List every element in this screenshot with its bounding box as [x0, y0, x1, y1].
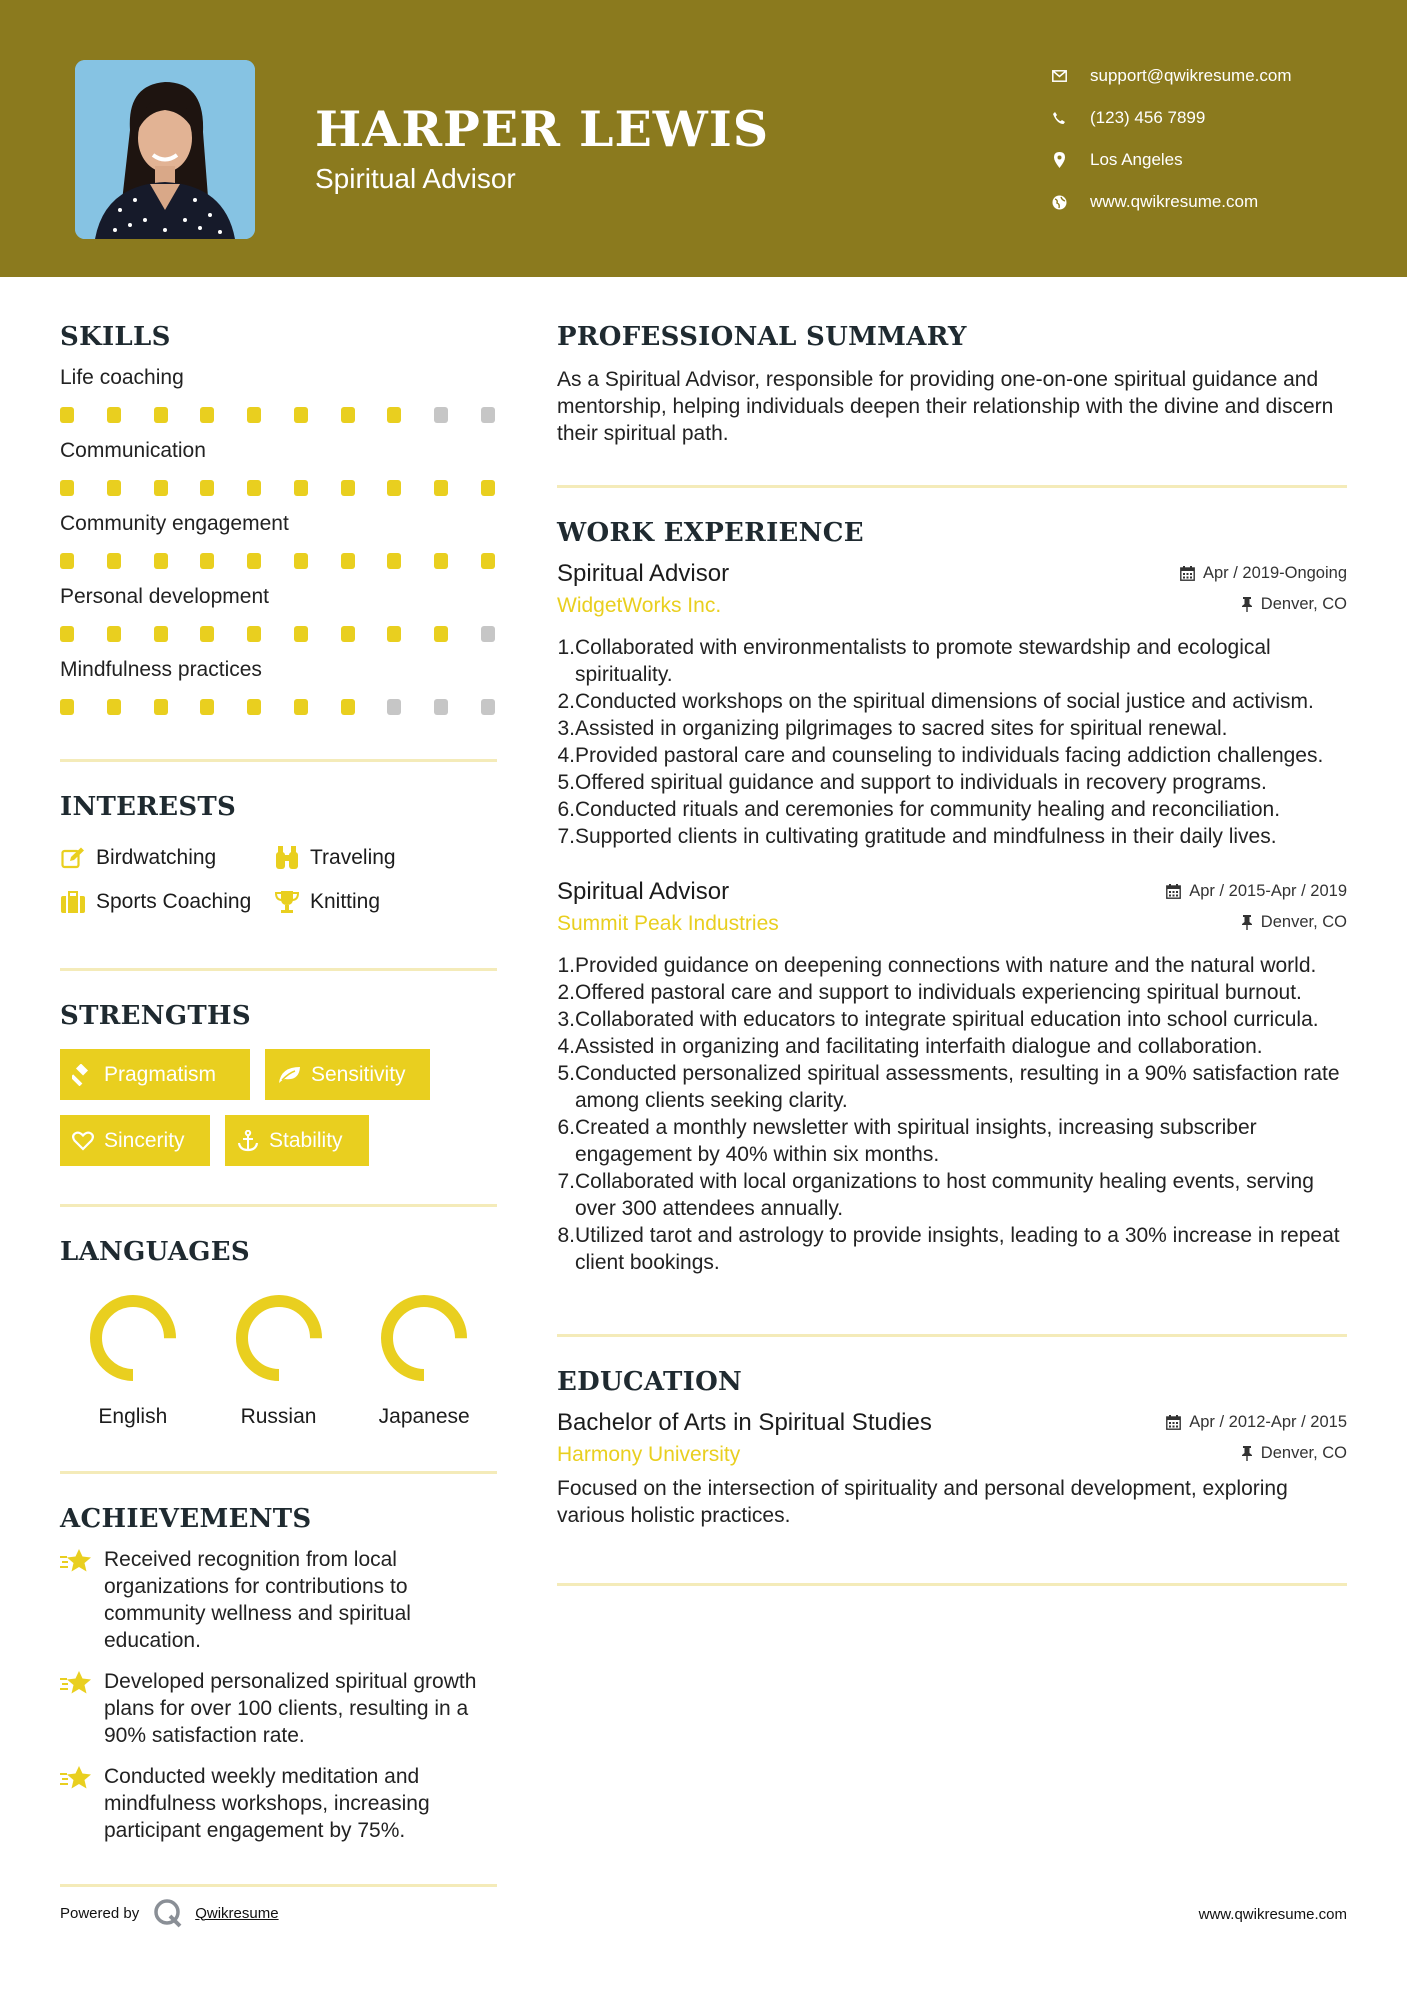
- skill-dot-empty: [434, 407, 448, 423]
- language-item: [60, 1293, 206, 1429]
- calendar-icon: [1180, 566, 1195, 581]
- skill-dot-filled: [60, 407, 74, 423]
- contact-list: [1050, 55, 1380, 223]
- skill-dot-filled: [60, 480, 74, 496]
- skill-dot-filled: [341, 699, 355, 715]
- language-proficiency-ring: [88, 1293, 178, 1383]
- skill-dot-filled: [434, 553, 448, 569]
- section-divider: [60, 759, 497, 762]
- pushpin-icon: [1241, 597, 1253, 612]
- skill-name: Life coaching: [60, 366, 184, 389]
- strengths-heading: STRENGTHS: [60, 1001, 251, 1031]
- list-item: 4. Assisted in organizing and facilitating interfaith dialogue and collaboration.: [557, 1035, 1263, 1058]
- achievement-item: Developed personalized spiritual growth plans for over 100 clients, resulting in a 90% satisfaction rate.: [60, 1668, 497, 1749]
- skill-item: [60, 439, 497, 496]
- skill-dot-filled: [107, 553, 121, 569]
- skill-item: [60, 366, 497, 423]
- interests-heading: INTERESTS: [60, 792, 237, 822]
- list-item: 5. Offered spiritual guidance and support to individuals in recovery programs.: [557, 771, 1267, 794]
- skills-heading: SKILLS: [60, 322, 171, 352]
- star-icon: [60, 1546, 94, 1654]
- map-pin-icon: [1050, 151, 1068, 169]
- interests-list: [60, 836, 497, 924]
- list-item: 4. Provided pastoral care and counseling to individuals facing addiction challenges.: [557, 744, 1324, 767]
- skill-dot-filled: [294, 407, 308, 423]
- list-item: 5. Conducted personalized spiritual assessments, resulting in a 90% satisfaction rate among clients seeking clarity.: [557, 1062, 1340, 1112]
- trophy-icon: [274, 889, 300, 915]
- footer-branding: [60, 1898, 279, 1928]
- skill-dot-filled: [294, 480, 308, 496]
- list-item: 8. Utilized tarot and astrology to provide insights, leading to a 30% increase in repeat client bookings.: [557, 1224, 1340, 1274]
- interest-item: Birdwatching: [60, 836, 274, 880]
- list-item: 7. Supported clients in cultivating gratitude and mindfulness in their daily lives.: [557, 825, 1277, 848]
- section-divider: [557, 1583, 1347, 1586]
- skill-dot-filled: [294, 553, 308, 569]
- qwikresume-logo-icon: [153, 1898, 183, 1928]
- skill-dot-filled: [154, 480, 168, 496]
- section-divider: [60, 1204, 497, 1207]
- education-entry: [557, 1409, 1347, 1529]
- skill-dot-empty: [387, 699, 401, 715]
- proficiency-arc: [96, 1301, 170, 1375]
- skill-dot-filled: [434, 480, 448, 496]
- list-item: 2. Conducted workshops on the spiritual dimensions of social justice and activism.: [557, 690, 1314, 713]
- right-column: [557, 322, 1347, 1586]
- skill-rating: [60, 480, 497, 496]
- language-item: [206, 1293, 352, 1429]
- interest-item: Sports Coaching: [60, 880, 274, 924]
- strength-tag: Sensitivity: [265, 1049, 430, 1100]
- pushpin-icon: [1241, 915, 1253, 930]
- skill-dot-filled: [200, 626, 214, 642]
- list-item: 2. Offered pastoral care and support to individuals experiencing spiritual burnout.: [557, 981, 1302, 1004]
- job-duties: [557, 952, 1347, 1276]
- strengths-list: [60, 1049, 497, 1166]
- brand-link[interactable]: Qwikresume: [195, 1904, 279, 1922]
- summary-heading: PROFESSIONAL SUMMARY: [557, 322, 967, 352]
- left-column: [60, 322, 497, 1887]
- skill-dot-filled: [154, 407, 168, 423]
- strength-tag: Pragmatism: [60, 1049, 250, 1100]
- skill-item: [60, 512, 497, 569]
- skill-dot-filled: [200, 553, 214, 569]
- list-item: 3. Assisted in organizing pilgrimages to sacred sites for spiritual renewal.: [557, 717, 1228, 740]
- star-icon: [60, 1668, 94, 1749]
- skill-dot-filled: [294, 699, 308, 715]
- section-divider: [60, 968, 497, 971]
- job-entry: [557, 560, 1347, 850]
- skill-dot-filled: [434, 626, 448, 642]
- experience-heading: WORK EXPERIENCE: [557, 518, 864, 548]
- language-label: English: [98, 1405, 168, 1428]
- languages-list: [60, 1293, 497, 1429]
- skill-dot-filled: [481, 480, 495, 496]
- skill-dot-filled: [247, 480, 261, 496]
- proficiency-arc: [387, 1301, 461, 1375]
- skill-dot-filled: [341, 553, 355, 569]
- skill-name: Personal development: [60, 585, 269, 608]
- achievement-item: Received recognition from local organizations for contributions to community wellness and spiritual education.: [60, 1546, 497, 1654]
- job-company: Summit Peak Industries: [557, 912, 779, 935]
- skill-dot-filled: [200, 699, 214, 715]
- skill-rating: [60, 699, 497, 715]
- education-description: Focused on the intersection of spirituality and personal development, exploring various holistic practices.: [557, 1477, 1288, 1527]
- section-divider: [557, 485, 1347, 488]
- skill-dot-filled: [247, 407, 261, 423]
- skill-dot-empty: [481, 407, 495, 423]
- anchor-icon: [237, 1130, 259, 1152]
- skill-item: [60, 658, 497, 715]
- language-proficiency-ring: [379, 1293, 469, 1383]
- skill-dot-filled: [60, 699, 74, 715]
- proficiency-arc: [242, 1301, 316, 1375]
- skill-item: [60, 585, 497, 642]
- binoculars-icon: [274, 845, 300, 871]
- achievements-heading: ACHIEVEMENTS: [60, 1504, 312, 1534]
- education-date: Apr / 2012-Apr / 2015: [1166, 1413, 1347, 1432]
- achievement-item: Conducted weekly meditation and mindfulness workshops, increasing participant engagement by 75%.: [60, 1763, 497, 1844]
- skill-rating: [60, 407, 497, 423]
- job-title: Spiritual Advisor: [557, 560, 730, 587]
- briefcase-icon: [60, 889, 86, 915]
- candidate-name: HARPER LEWIS: [315, 100, 770, 158]
- skill-name: Communication: [60, 439, 206, 462]
- skill-dot-filled: [387, 407, 401, 423]
- strength-tag: Stability: [225, 1115, 369, 1166]
- profile-photo: [75, 60, 255, 239]
- section-divider: [60, 1884, 497, 1887]
- languages-heading: LANGUAGES: [60, 1237, 250, 1267]
- heart-icon: [72, 1131, 94, 1151]
- skill-dot-filled: [154, 699, 168, 715]
- calendar-icon: [1166, 1415, 1181, 1430]
- school-name: Harmony University: [557, 1443, 741, 1466]
- skill-dot-filled: [341, 407, 355, 423]
- language-item: [351, 1293, 497, 1429]
- list-item: 6. Created a monthly newsletter with spiritual insights, increasing subscriber engagement by 40% within six months.: [557, 1116, 1257, 1166]
- degree-title: Bachelor of Arts in Spiritual Studies: [557, 1409, 932, 1436]
- job-date: Apr / 2019-Ongoing: [1180, 564, 1347, 583]
- list-item: 7. Collaborated with local organizations to host community healing events, serving over 300 attendees annually.: [557, 1170, 1314, 1220]
- job-date: Apr / 2015-Apr / 2019: [1166, 882, 1347, 901]
- summary-text: As a Spiritual Advisor, responsible for providing one-on-one spiritual guidance and mentorship, helping individuals deepen their relationship with the divine and discern their spiritual path.: [557, 368, 1334, 445]
- pencil-square-icon: [60, 845, 86, 871]
- globe-icon: [1050, 193, 1068, 211]
- resume-header: [0, 0, 1407, 277]
- skill-dot-filled: [154, 553, 168, 569]
- skill-dot-filled: [107, 626, 121, 642]
- skill-dot-empty: [481, 626, 495, 642]
- skill-dot-filled: [60, 553, 74, 569]
- skill-name: Community engagement: [60, 512, 289, 535]
- phone-icon: [1050, 109, 1068, 127]
- skill-dot-filled: [387, 480, 401, 496]
- section-divider: [60, 1471, 497, 1474]
- skill-dot-filled: [247, 626, 261, 642]
- skill-dot-filled: [154, 626, 168, 642]
- skill-dot-filled: [107, 699, 121, 715]
- contact-website[interactable]: www.qwikresume.com: [1050, 181, 1380, 223]
- list-item: 6. Conducted rituals and ceremonies for community healing and reconciliation.: [557, 798, 1281, 821]
- skill-dot-filled: [247, 699, 261, 715]
- job-entry: [557, 878, 1347, 1276]
- language-label: Russian: [240, 1405, 317, 1428]
- list-item: 1. Provided guidance on deepening connections with nature and the natural world.: [557, 954, 1317, 977]
- list-item: 3. Collaborated with educators to integrate spiritual education into school curricula.: [557, 1008, 1319, 1031]
- skill-dot-filled: [247, 553, 261, 569]
- skill-dot-filled: [200, 480, 214, 496]
- skills-list: [60, 366, 497, 715]
- skill-dot-empty: [434, 699, 448, 715]
- skill-dot-filled: [294, 626, 308, 642]
- calendar-icon: [1166, 884, 1181, 899]
- skill-rating: [60, 553, 497, 569]
- skill-name: Mindfulness practices: [60, 658, 262, 681]
- skill-dot-filled: [60, 626, 74, 642]
- pushpin-icon: [1241, 1446, 1253, 1461]
- skill-rating: [60, 626, 497, 642]
- skill-dot-filled: [107, 407, 121, 423]
- skill-dot-filled: [200, 407, 214, 423]
- skill-dot-filled: [107, 480, 121, 496]
- achievements-list: [60, 1546, 497, 1844]
- education-heading: EDUCATION: [557, 1367, 743, 1397]
- job-title: Spiritual Advisor: [557, 878, 730, 905]
- skill-dot-filled: [387, 626, 401, 642]
- candidate-title: Spiritual Advisor: [315, 163, 516, 194]
- strength-tag: Sincerity: [60, 1115, 210, 1166]
- job-location: Denver, CO: [1241, 595, 1347, 614]
- list-item: 1. Collaborated with environmentalists to promote stewardship and ecological spirituality.: [557, 636, 1271, 686]
- job-company: WidgetWorks Inc.: [557, 594, 722, 617]
- skill-dot-filled: [481, 553, 495, 569]
- star-icon: [60, 1763, 94, 1844]
- leaf-icon: [277, 1065, 301, 1085]
- interest-item: Traveling: [274, 836, 396, 880]
- envelope-icon: [1050, 67, 1068, 85]
- language-proficiency-ring: [234, 1293, 324, 1383]
- contact-email[interactable]: support@qwikresume.com: [1050, 55, 1380, 97]
- powered-by-label: Powered by: [60, 1904, 140, 1922]
- contact-phone[interactable]: (123) 456 7899: [1050, 97, 1380, 139]
- job-location: Denver, CO: [1241, 913, 1347, 932]
- skill-dot-filled: [341, 480, 355, 496]
- interest-item: Knitting: [274, 880, 380, 924]
- skill-dot-filled: [387, 553, 401, 569]
- footer-url[interactable]: www.qwikresume.com: [1198, 1906, 1347, 1923]
- section-divider: [557, 1334, 1347, 1337]
- skill-dot-filled: [341, 626, 355, 642]
- language-label: Japanese: [378, 1405, 470, 1428]
- gavel-icon: [72, 1064, 94, 1086]
- contact-location: Los Angeles: [1050, 139, 1380, 181]
- job-duties: [557, 634, 1347, 850]
- education-location: Denver, CO: [1241, 1444, 1347, 1463]
- skill-dot-empty: [481, 699, 495, 715]
